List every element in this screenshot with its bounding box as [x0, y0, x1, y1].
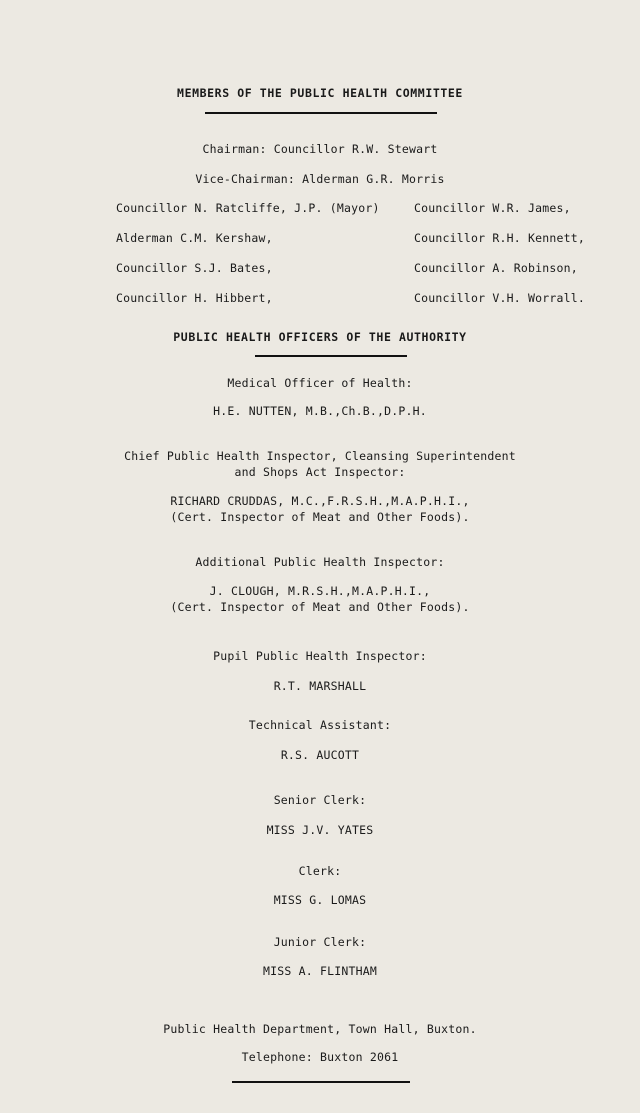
junior-clerk-role: Junior Clerk: [273, 935, 367, 949]
pupil-role: Pupil Public Health Inspector: [213, 649, 427, 663]
clerk-name: MISS G. LOMAS [273, 893, 367, 907]
member-left-1: Councillor N. Ratcliffe, J.P. (Mayor) [116, 201, 380, 215]
moh-name: H.E. NUTTEN, M.B.,Ch.B.,D.P.H. [213, 404, 427, 418]
chief-name: RICHARD CRUDDAS, M.C.,F.R.S.H.,M.A.P.H.I., [170, 494, 470, 508]
department-address: Public Health Department, Town Hall, Buxton. [163, 1022, 477, 1036]
tech-name: R.S. AUCOTT [280, 748, 360, 762]
footer-rule [232, 1081, 410, 1083]
junior-clerk-name: MISS A. FLINTHAM [263, 964, 377, 978]
member-right-3: Councillor A. Robinson, [414, 261, 578, 275]
senior-clerk-role: Senior Clerk: [273, 793, 367, 807]
tech-role: Technical Assistant: [248, 718, 392, 732]
officers-title: PUBLIC HEALTH OFFICERS OF THE AUTHORITY [173, 330, 467, 344]
member-left-3: Councillor S.J. Bates, [116, 261, 273, 275]
chief-role-line-1: Chief Public Health Inspector, Cleansing Superintendent [124, 449, 516, 463]
additional-role: Additional Public Health Inspector: [195, 555, 445, 569]
telephone-line: Telephone: Buxton 2061 [241, 1050, 399, 1064]
chief-role-line-2: and Shops Act Inspector: [234, 465, 406, 479]
member-left-4: Councillor H. Hibbert, [116, 291, 273, 305]
additional-cert: (Cert. Inspector of Meat and Other Foods). [170, 600, 470, 614]
member-right-2: Councillor R.H. Kennett, [414, 231, 585, 245]
vice-chairman-line: Vice-Chairman: Alderman G.R. Morris [195, 172, 445, 186]
member-right-1: Councillor W.R. James, [414, 201, 571, 215]
title-underline [205, 112, 437, 114]
member-right-4: Councillor V.H. Worrall. [414, 291, 585, 305]
additional-name: J. CLOUGH, M.R.S.H.,M.A.P.H.I., [209, 584, 431, 598]
pupil-name: R.T. MARSHALL [273, 679, 367, 693]
member-left-2: Alderman C.M. Kershaw, [116, 231, 273, 245]
officers-underline [255, 355, 407, 357]
clerk-role: Clerk: [298, 864, 342, 878]
chairman-line: Chairman: Councillor R.W. Stewart [202, 142, 438, 156]
committee-title: MEMBERS OF THE PUBLIC HEALTH COMMITTEE [177, 86, 463, 100]
chief-cert: (Cert. Inspector of Meat and Other Foods). [170, 510, 470, 524]
senior-clerk-name: MISS J.V. YATES [266, 823, 374, 837]
moh-role: Medical Officer of Health: [227, 376, 413, 390]
